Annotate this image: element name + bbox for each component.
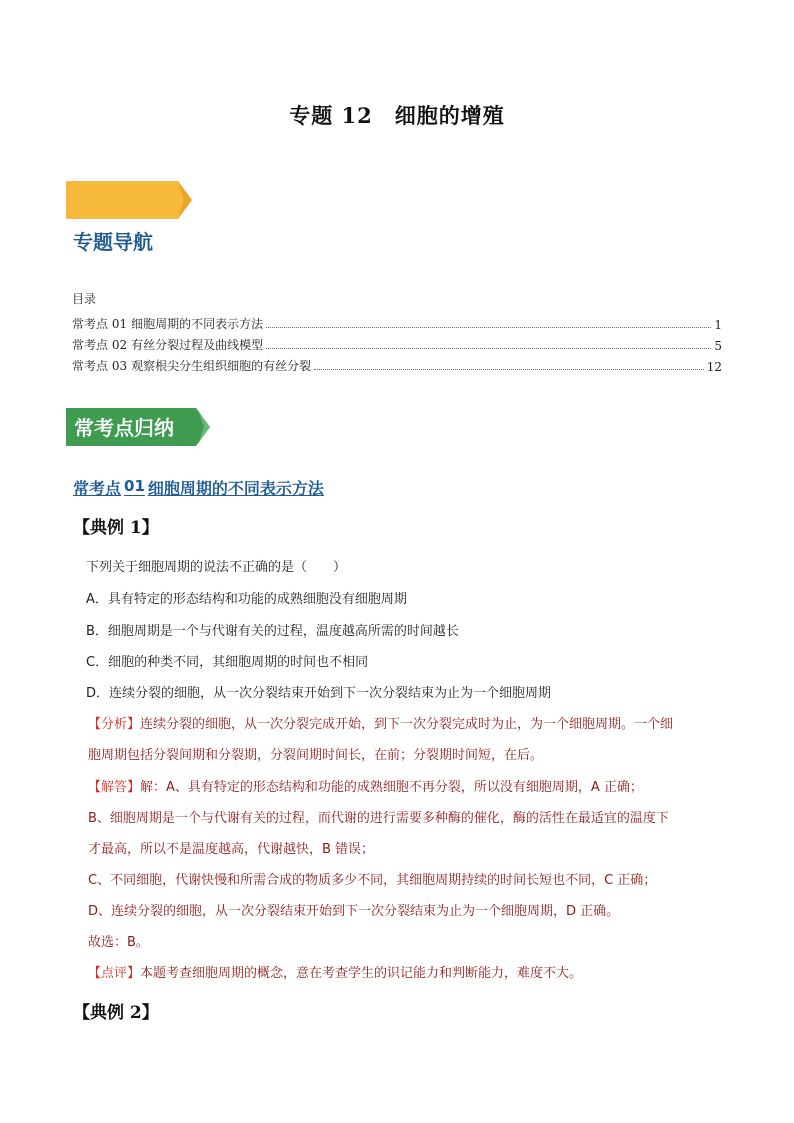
toc-item-3[interactable] [72,356,722,374]
option-b: B．细胞周期是一个与代谢有关的过程，温度越高所需的时间越长 [86,624,459,639]
toc-item-page: 5 [714,339,722,353]
analysis-line-2: 胞周期包括分裂间期和分裂期，分裂间期时间长，在前；分裂期时间短，在后。 [88,748,544,763]
option-a: A．具有特定的形态结构和功能的成熟细胞没有细胞周期 [86,592,407,607]
section-number: 01 [124,477,145,495]
toc-item-code: 常考点 01 [72,317,128,331]
answer-line-1: 【解答】解：A、具有特定的形态结构和功能的成熟细胞不再分裂，所以没有细胞周期，A 正确； [88,780,643,795]
answer-line-3: 才最高，所以不是温度越高，代谢越快，B 错误； [88,842,375,857]
toc-item-code: 常考点 03 [72,359,128,373]
answer-tag: 【解答】 [88,780,141,795]
toc-item-1[interactable] [72,314,722,332]
summary-banner [66,408,212,446]
comment-tag: 【点评】 [88,966,141,981]
toc-leader [266,348,711,349]
summary-banner-text: 常考点归纳 [74,416,174,440]
answer-line-4: C、不同细胞，代谢快慢和所需合成的物质多少不同，其细胞周期持续的时间长短也不同，C 正确； [88,873,657,888]
answer-line-5: D、连续分裂的细胞，从一次分裂结束开始到下一次分裂结束为止为一个细胞周期，D 正确。 [88,904,620,919]
comment-line: 【点评】本题考查细胞周期的概念，意在考查学生的识记能力和判断能力，难度不大。 [88,966,583,981]
section-prefix: 常考点 [73,479,122,498]
nav-heading: 专题导航 [73,230,153,254]
section-heading-01[interactable] [73,476,324,499]
toc-leader [314,369,704,370]
toc-label: 目录 [72,292,97,306]
document-title [0,100,794,130]
option-d: D．连续分裂的细胞，从一次分裂结束开始到下一次分裂结束为止为一个细胞周期 [86,686,552,701]
toc-item-text: 观察根尖分生组织细胞的有丝分裂 [131,359,312,373]
answer-line-6: 故选：B。 [88,935,149,950]
example-1-question: 下列关于细胞周期的说法不正确的是（ ） [86,560,347,575]
analysis-tag: 【分析】 [88,717,141,732]
example-2-title: 【典例 2】 [73,1003,159,1023]
toc-item-text: 细胞周期的不同表示方法 [131,317,264,331]
option-c: C．细胞的种类不同，其细胞周期的时间也不相同 [86,655,369,670]
toc-item-page: 12 [706,360,722,374]
toc-item-2[interactable] [72,335,722,353]
section-title: 细胞周期的不同表示方法 [147,479,324,498]
analysis-line-1: 【分析】连续分裂的细胞，从一次分裂完成开始，到下一次分裂完成时为止，为一个细胞周期。一个细 [88,717,674,732]
title-main: 专题 12 [289,103,373,128]
toc-item-page: 1 [714,318,722,332]
toc-leader [266,327,711,328]
nav-banner-ribbon [66,181,194,219]
toc-item-code: 常考点 02 [72,338,128,352]
title-sub: 细胞的增殖 [394,103,505,128]
answer-line-2: B、细胞周期是一个与代谢有关的过程，而代谢的进行需要多种酶的催化，酶的活性在最适宜的温度下 [88,811,669,826]
toc-item-text: 有丝分裂过程及曲线模型 [131,338,264,352]
example-1-title: 【典例 1】 [73,518,159,538]
